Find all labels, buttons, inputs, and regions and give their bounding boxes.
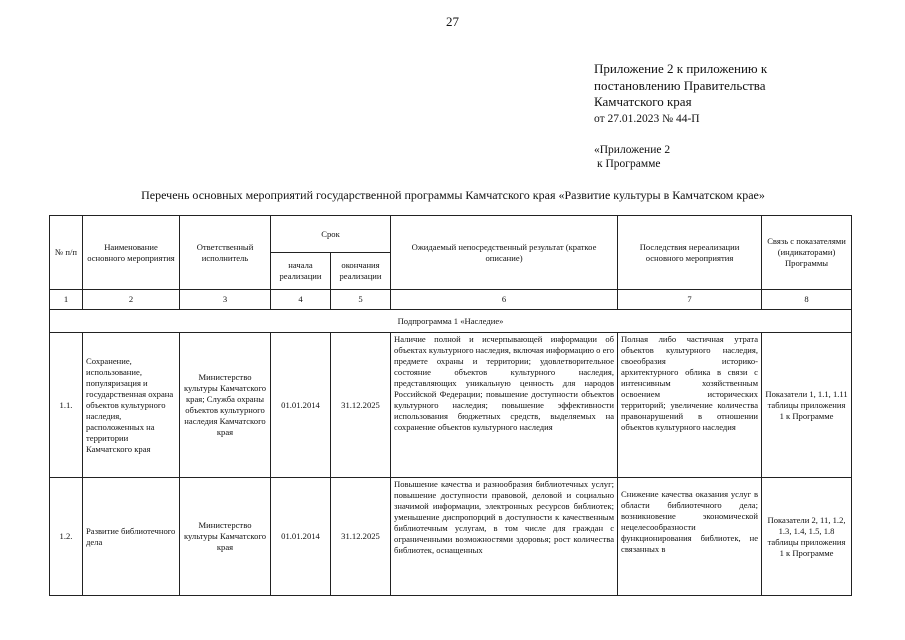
appendix-line-2: постановлению Правительства	[594, 77, 766, 93]
program-reference	[594, 143, 894, 171]
document-title: Перечень основных мероприятий государственной программы Камчатского края «Развитие культуры в Камчатском крае»	[141, 188, 765, 202]
row-executor: Министерство культуры Камчатского края	[180, 478, 271, 596]
row-name: Развитие библиотечного дела	[83, 478, 180, 596]
row-name: Сохранение, использование, популяризация и государственная охрана объектов культурного наследия, расположенных на территории Камчатского края	[83, 333, 180, 478]
row-link: Показатели 1, 1.1, 1.11 таблицы приложения 1 к Программе	[762, 333, 852, 478]
row-result: Наличие полной и исчерпывающей информации об объектах культурного наследия, включая информацию о его предмете охраны и территории; удовлетворительное состояние объектов культурного наследия, представляющих уникальную ценность для народов Российской Федерации; повышение доступности объектов культурного наследия; повышение эффективности использования бюджетных средств, выделяемых на сохранение объектов культурного наследия	[391, 333, 618, 478]
row-consequences: Снижение качества оказания услуг в области библиотечного дела; возникновение экономической нецелесообразности функционирования библиотек, не связанных в	[621, 489, 759, 554]
col-number: 3	[180, 290, 271, 310]
row-end: 31.12.2025	[331, 333, 391, 478]
row-num: 1.2.	[50, 478, 83, 596]
header-name: Наименование основного мероприятия	[83, 216, 180, 290]
row-start: 01.01.2014	[271, 478, 331, 596]
col-number: 8	[762, 290, 852, 310]
col-number: 2	[83, 290, 180, 310]
row-result: Повышение качества и разнообразия библиотечных услуг; повышение доступности правовой, деловой и социально значимой информации, электронных ресурсов библиотек; уменьшение диспропорций в доступности к качественным библиотечным услугам, в том числе для граждан с ограниченными возможностями здоровья; рост количества библиотек, оснащенных	[394, 479, 615, 555]
header-row-1	[50, 216, 852, 253]
col-number: 1	[50, 290, 83, 310]
row-executor: Министерство культуры Камчатского края; Служба охраны объектов культурного наследия Камчатского края	[180, 333, 271, 478]
header-result: Ожидаемый непосредственный результат (краткое описание)	[391, 216, 618, 290]
appendix-header	[594, 61, 894, 127]
subprogram-row	[50, 310, 852, 333]
header-start: начала реализации	[271, 253, 331, 290]
header-end: окончания реализации	[331, 253, 391, 290]
row-start: 01.01.2014	[271, 333, 331, 478]
row-num: 1.1.	[50, 333, 83, 478]
row-consequences-cell	[618, 478, 762, 596]
header-num: № п/п	[50, 216, 83, 290]
row-end: 31.12.2025	[331, 478, 391, 596]
header-executor: Ответственный исполнитель	[180, 216, 271, 290]
col-number: 6	[391, 290, 618, 310]
header-term: Срок	[271, 216, 391, 253]
header-consequences: Последствия нереализации основного мероприятия	[618, 216, 762, 290]
subprogram-title: Подпрограмма 1 «Наследие»	[50, 310, 852, 333]
col-number: 4	[271, 290, 331, 310]
row-link: Показатели 2, 11, 1.2, 1.3, 1.4, 1.5, 1.8 таблицы приложения 1 к Программе	[762, 478, 852, 596]
header-link: Связь с показателями (индикаторами) Программы	[762, 216, 852, 290]
page-number: 27	[446, 14, 459, 29]
program-ref-line-2: к Программе	[597, 158, 661, 170]
col-number: 5	[331, 290, 391, 310]
col-number: 7	[618, 290, 762, 310]
appendix-line-1: Приложение 2 к приложению к	[594, 61, 768, 76]
table-row	[50, 478, 852, 596]
program-ref-line-1: «Приложение 2	[594, 144, 671, 156]
row-result-cell	[391, 478, 618, 596]
table-row	[50, 333, 852, 478]
appendix-date-number: от 27.01.2023 № 44-П	[594, 112, 700, 125]
measures-table	[49, 215, 852, 596]
column-numbers-row	[50, 290, 852, 310]
appendix-line-3: Камчатского края	[594, 94, 692, 109]
row-consequences: Полная либо частичная утрата объектов культурного наследия, своеобразия историко-архитектурного облика в связи с интенсивным хозяйственным освоением исторических территорий; увеличение количества правонарушений в отношении объектов культурного наследия	[618, 333, 762, 478]
